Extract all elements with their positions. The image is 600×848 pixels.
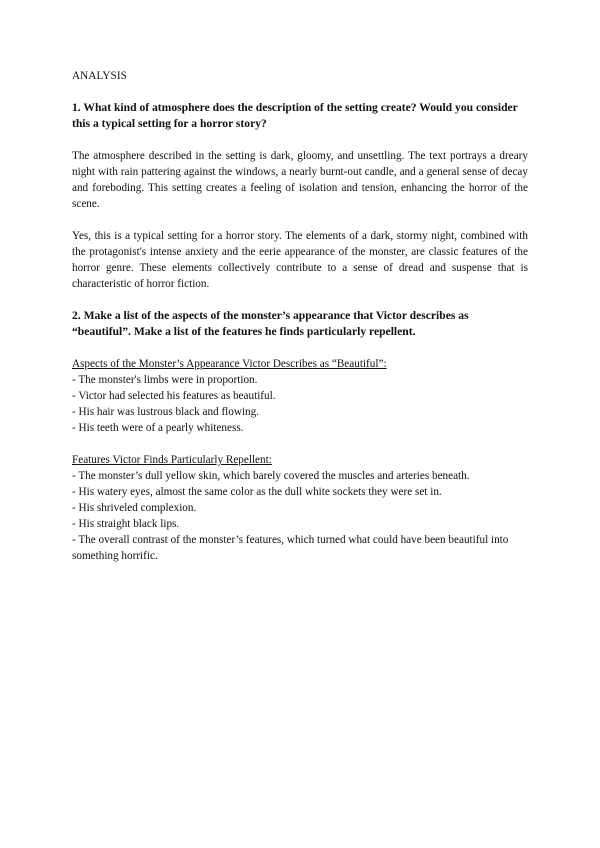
list-item [72,372,528,388]
list-item-text: - The overall contrast of the monster’s features, which turned what could have been beautiful into something horrific. [72,534,509,562]
list-item [72,404,528,420]
beautiful-aspects-list [72,372,528,436]
list-item-text: - Victor had selected his features as beautiful. [72,390,276,402]
document-heading: ANALYSIS [72,70,127,82]
list-item-text: - The monster's limbs were in proportion. [72,374,258,386]
repellent-features-title: Features Victor Finds Particularly Repellent: [72,454,272,466]
beautiful-aspects-title: Aspects of the Monster’s Appearance Victor Describes as “Beautiful”: [72,358,387,370]
list-item-text: - His straight black lips. [72,518,180,530]
list-item-text: - His shriveled complexion. [72,502,197,514]
answer-1-paragraph-1: The atmosphere described in the setting is dark, gloomy, and unsettling. The text portrays a dreary night with rain pattering against the windows, a nearly burnt-out candle, and a general sense of decay and foreboding. This setting creates a feeling of isolation and tension, enhancing the horror of the scene. [72,150,528,210]
list-item [72,532,528,564]
list-item-text: - His teeth were of a pearly whiteness. [72,422,244,434]
list-item [72,420,528,436]
list-item-text: - The monster’s dull yellow skin, which barely covered the muscles and arteries beneath. [72,470,470,482]
list-item [72,468,528,484]
list-item-text: - His hair was lustrous black and flowing. [72,406,260,418]
repellent-features-list [72,468,528,564]
question-2: 2. Make a list of the aspects of the monster’s appearance that Victor describes as “beautiful”. Make a list of the features he finds particularly repellent. [72,309,469,338]
question-1: 1. What kind of atmosphere does the description of the setting create? Would you consider this a typical setting for a horror story? [72,101,518,130]
list-item [72,516,528,532]
list-item-text: - His watery eyes, almost the same color as the dull white sockets they were set in. [72,486,442,498]
list-item [72,484,528,500]
list-item [72,500,528,516]
list-item [72,388,528,404]
answer-1-paragraph-2: Yes, this is a typical setting for a horror story. The elements of a dark, stormy night, combined with the protagonist's intense anxiety and the eerie appearance of the monster, are classic features of the horror genre. These elements collectively contribute to a sense of dread and suspense that is characteristic of horror fiction. [72,230,528,290]
